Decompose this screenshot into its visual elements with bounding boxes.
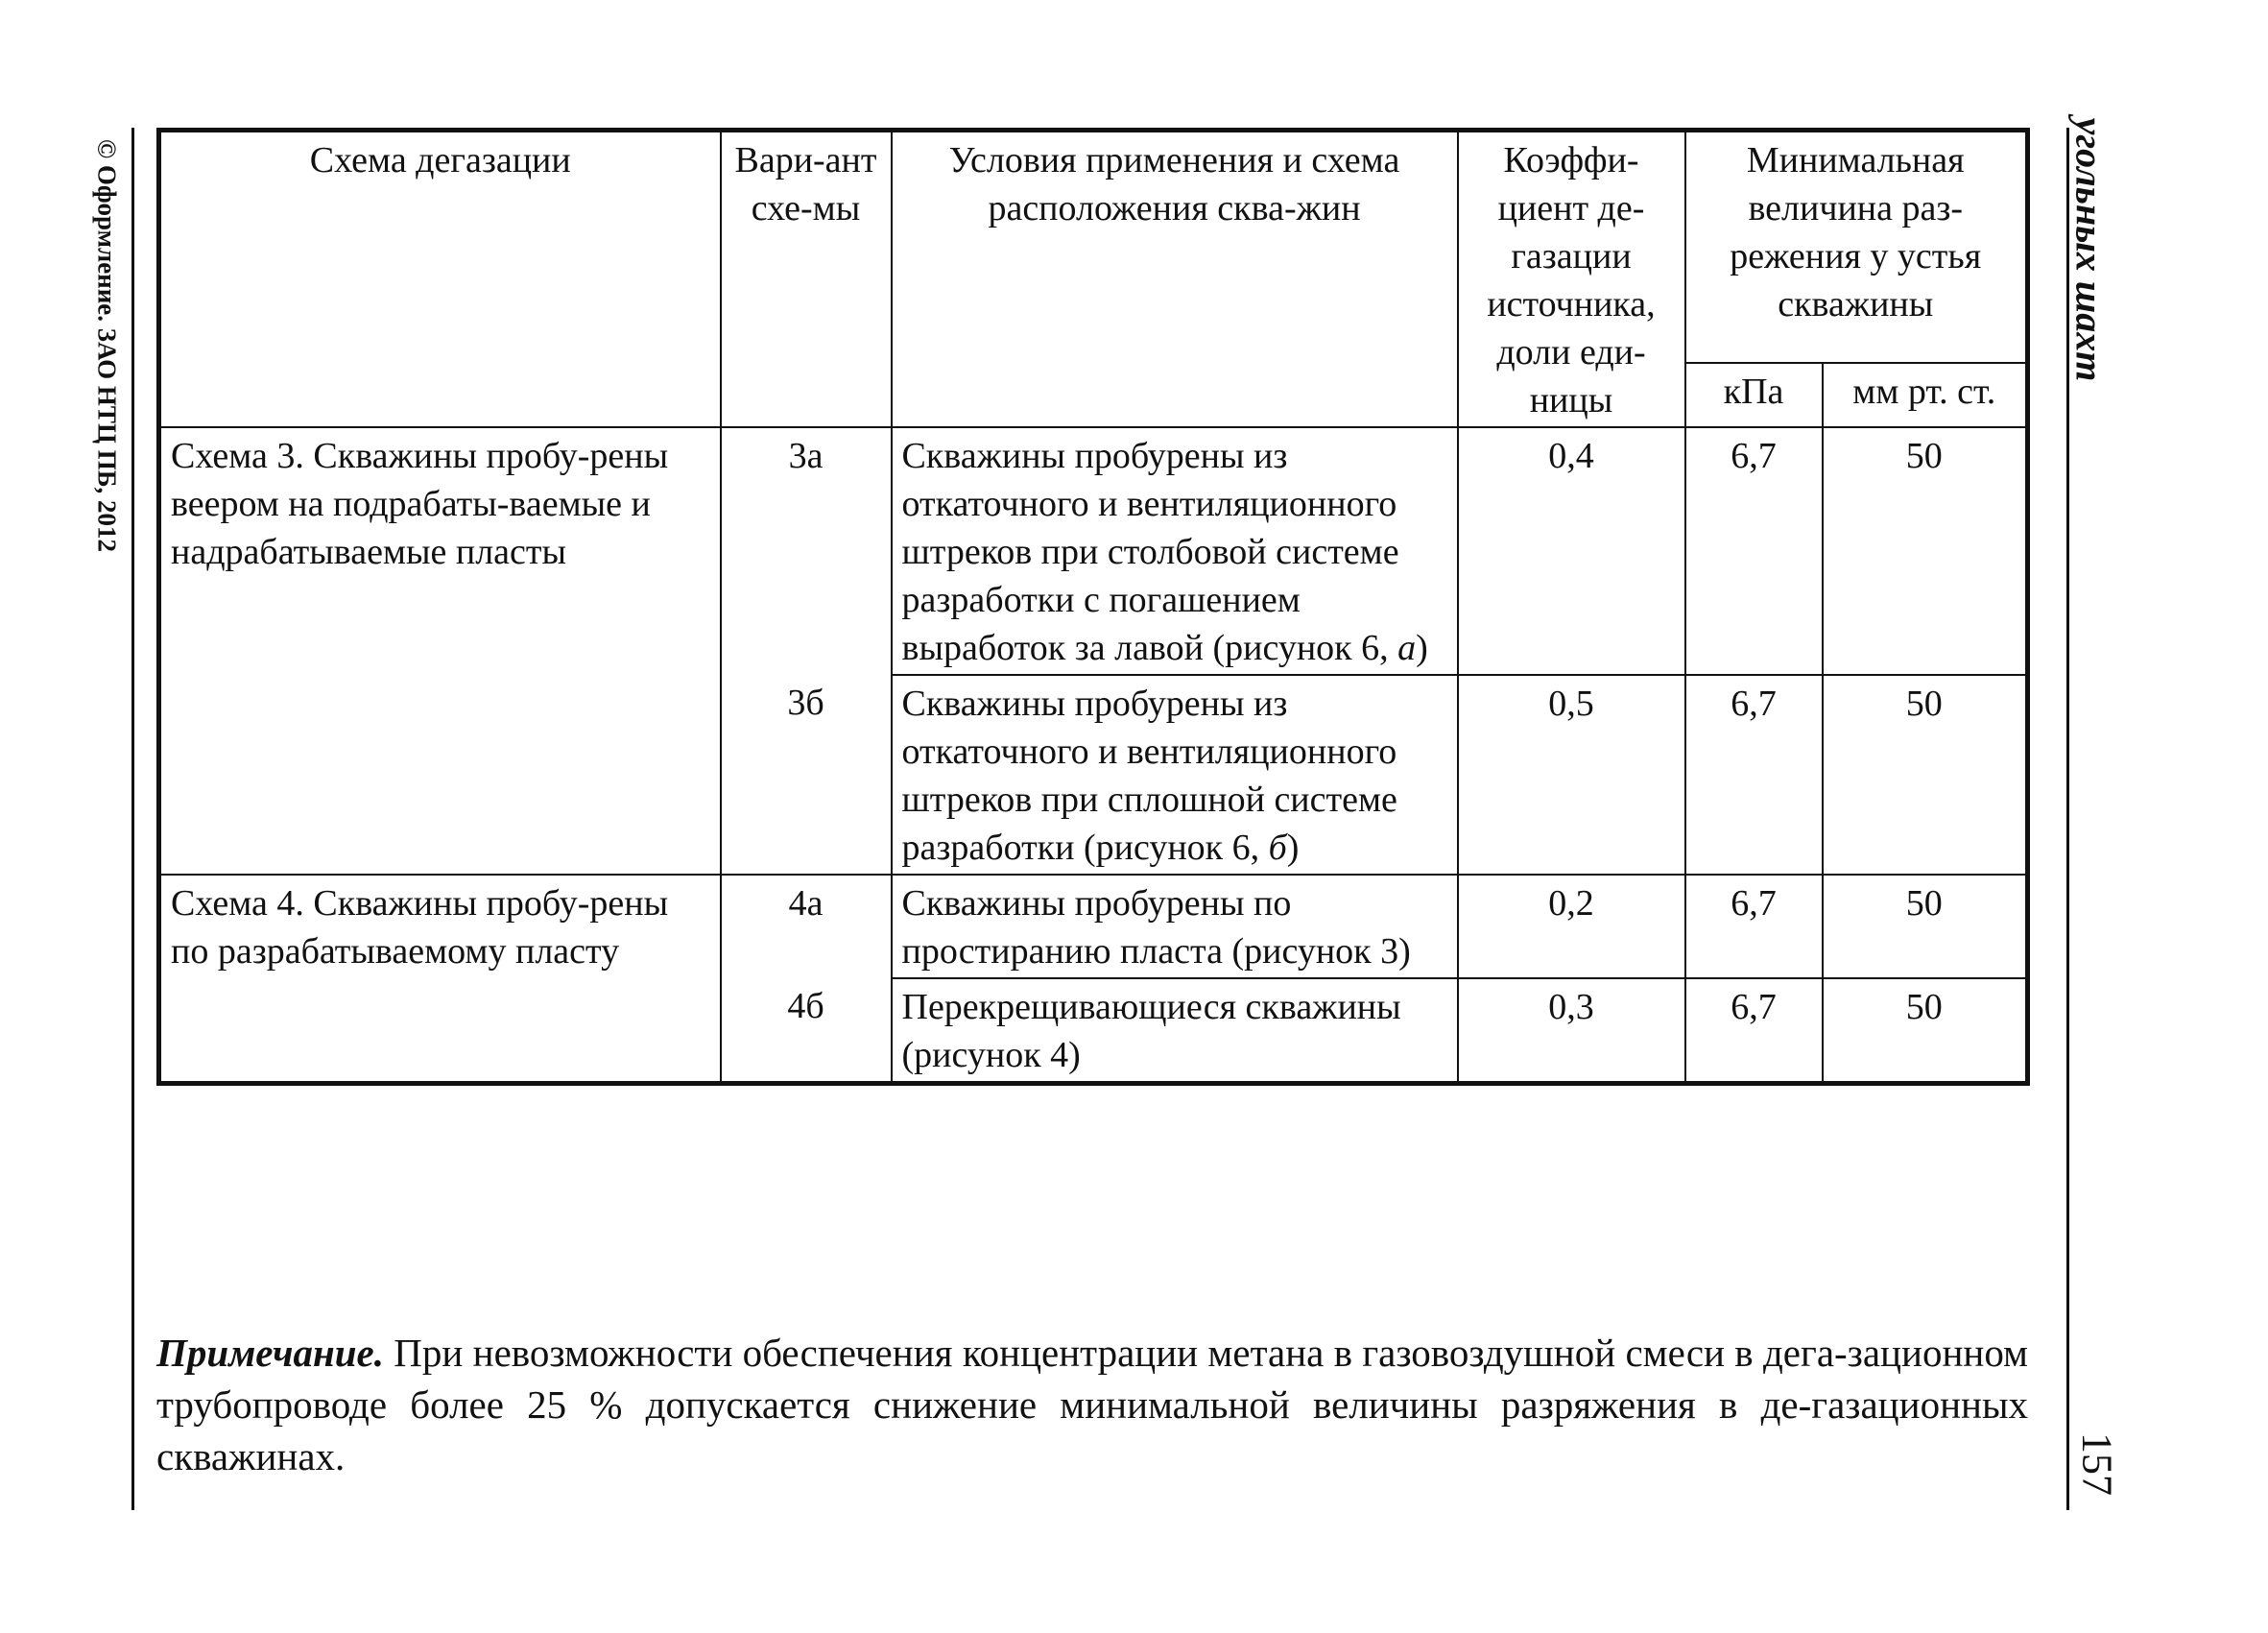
table-row [159, 427, 2028, 675]
kpa-cell: 6,7 [1685, 875, 1823, 978]
header-min-vacuum: Минимальная величина раз-режения у устья скважины [1685, 131, 2028, 363]
header-row [159, 131, 2028, 363]
conditions-cell [892, 675, 1458, 875]
table-row [159, 875, 2028, 978]
note-label: Примечание. [156, 1331, 384, 1375]
figure-ref: а [1397, 628, 1417, 668]
coefficient-cell: 0,4 [1458, 427, 1685, 675]
conditions-end: ) [1286, 828, 1300, 868]
conditions-cell: Скважины пробурены по простиранию пласта (рисунок 3) [892, 875, 1458, 978]
conditions-text: Скважины пробурены из откаточного и вентиляционного штреков при столбовой системе разработки с погашением выработок за лавой (рисунок 6, [901, 436, 1399, 668]
mmhg-cell: 50 [1823, 675, 2028, 875]
header-conditions: Условия применения и схема расположения сква-жин [892, 131, 1458, 428]
kpa-cell: 6,7 [1685, 675, 1823, 875]
figure-ref: б [1268, 828, 1287, 868]
scheme-cell: Схема 4. Скважины пробу-рены по разрабатываемому пласту [159, 875, 721, 1084]
header-scheme: Схема дегазации [159, 131, 721, 428]
scheme-cell: Схема 3. Скважины пробу-рены веером на подрабаты-ваемые и надрабатываемые пласты [159, 427, 721, 875]
note-text: При невозможности обеспечения концентрации метана в газовоздушной смеси в дега-зационном трубопроводе более 25 % допускается снижение минимальной величины разряжения в де-газационных скважинах. [156, 1331, 2028, 1478]
variant-cell: 4а [721, 875, 892, 978]
conditions-cell [892, 427, 1458, 675]
left-margin-rule [131, 128, 134, 1510]
mmhg-cell: 50 [1823, 978, 2028, 1084]
kpa-cell: 6,7 [1685, 427, 1823, 675]
coefficient-cell: 0,5 [1458, 675, 1685, 875]
mmhg-cell: 50 [1823, 875, 2028, 978]
coefficient-cell: 0,2 [1458, 875, 1685, 978]
page-number-text: 157 [2073, 1432, 2121, 1496]
note-paragraph [156, 1327, 2028, 1482]
conditions-cell: Перекрещивающиеся скважины (рисунок 4) [892, 978, 1458, 1084]
header-variant: Вари-ант схе-мы [721, 131, 892, 428]
kpa-cell: 6,7 [1685, 978, 1823, 1084]
variant-cell: 3а [721, 427, 892, 675]
conditions-text: Скважины пробурены из откаточного и вентиляционного штреков при сплошной системе разработки (рисунок 6, [901, 684, 1397, 868]
conditions-end: ) [1416, 628, 1428, 668]
mmhg-cell: 50 [1823, 427, 2028, 675]
header-mmhg: мм рт. ст. [1823, 363, 2028, 427]
header-coefficient: Коэффи-циент де-газации источника, доли еди-ницы [1458, 131, 1685, 428]
coefficient-cell: 0,3 [1458, 978, 1685, 1084]
degassing-schemes-table [156, 128, 2030, 1086]
running-head-text: угольных шахт [2067, 117, 2112, 382]
header-kpa: кПа [1685, 363, 1823, 427]
variant-cell: 4б [721, 978, 892, 1084]
copyright-text: © Оформление. ЗАО НТЦ ПБ, 2012 [92, 138, 122, 553]
variant-cell: 3б [721, 675, 892, 875]
